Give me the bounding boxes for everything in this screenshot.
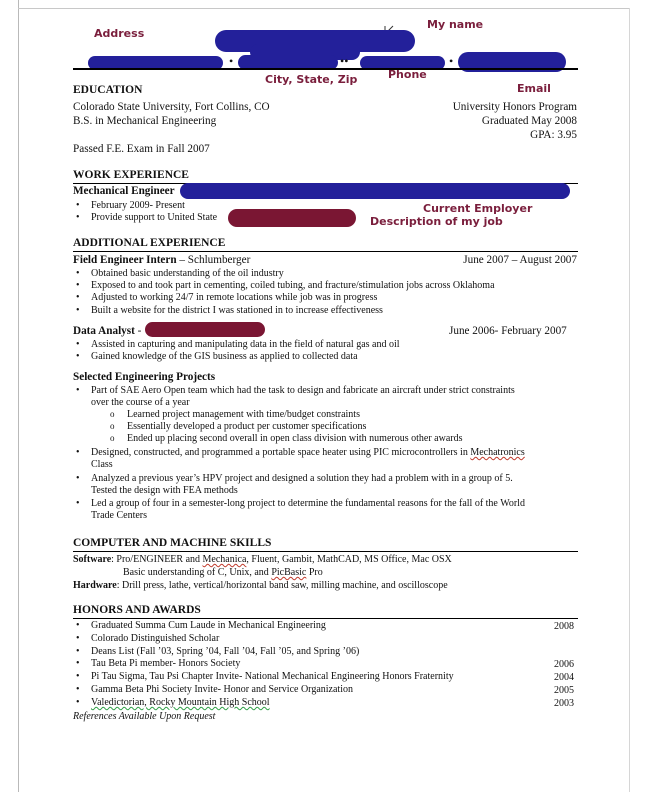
references-note: References Available Upon Request <box>73 711 216 722</box>
software-line <box>73 553 452 566</box>
bullet: • <box>76 473 80 484</box>
software-text: , Fluent, Gambit, MathCAD, MS Office, Mac OSX <box>246 554 452 565</box>
work-heading: WORK EXPERIENCE <box>73 169 189 181</box>
projects-heading: Selected Engineering Projects <box>73 371 216 383</box>
hardware-line <box>73 579 448 592</box>
job1-title: Field Engineer Intern <box>73 254 177 266</box>
project2-line2: Class <box>91 459 113 470</box>
page-right-edge <box>629 8 630 792</box>
job2-title-line <box>73 325 141 338</box>
bullet: • <box>76 684 80 695</box>
circle-bullet: o <box>110 421 115 431</box>
work-bullet: Provide support to United State <box>91 212 218 223</box>
honor-item: Gamma Beta Phi Society Invite- Honor and Service Organization <box>91 684 353 695</box>
software-spellcheck-word: Mechanica <box>202 554 247 565</box>
page-top-edge <box>18 8 630 9</box>
project3-line1: Analyzed a previous year’s HPV project and designed a solution they had a problem with in a group of 5. <box>91 473 513 484</box>
job1-company: – Schlumberger <box>179 254 251 266</box>
software2-spellcheck-word: PicBasic <box>271 567 307 578</box>
work-title: Mechanical Engineer <box>73 185 175 197</box>
project2-line1 <box>91 447 525 460</box>
separator-dot: • <box>449 54 454 68</box>
degree: B.S. in Mechanical Engineering <box>73 115 217 127</box>
redacted-employer <box>180 183 570 199</box>
separator-dot: • <box>229 54 234 68</box>
header-rule <box>73 68 578 70</box>
job1-dates: June 2007 – August 2007 <box>463 254 577 266</box>
current-employer-annotation: Current Employer <box>423 202 533 215</box>
description-annotation: Description of my job <box>370 215 503 228</box>
honor-year: 2008 <box>554 621 574 632</box>
software2-text: Pro <box>306 567 323 578</box>
project1-line1: Part of SAE Aero Open team which had the task to design and fabricate an aircraft under strict constraints <box>91 385 515 396</box>
bullet: • <box>76 498 80 509</box>
separator-dot: •• <box>340 54 349 68</box>
job1-bullet: Adjusted to working 24/7 in remote locations while job was in progress <box>91 292 378 303</box>
software-line-2 <box>123 566 323 579</box>
honors-heading: HONORS AND AWARDS <box>73 604 201 616</box>
software2-text: Basic understanding of C, Unix, and <box>123 567 272 578</box>
bullet: • <box>76 633 80 644</box>
bullet: • <box>76 305 80 316</box>
bullet: • <box>76 339 80 350</box>
school-name: Colorado State University, Fort Collins, CO <box>73 101 270 113</box>
project2-spellcheck-word: Mechatronics <box>470 447 525 458</box>
hardware-text: : Drill press, lathe, vertical/horizontal band saw, milling machine, and oscilloscope <box>116 580 448 591</box>
phone-annotation: Phone <box>388 68 427 81</box>
education-heading: EDUCATION <box>73 84 143 96</box>
bullet: • <box>76 268 80 279</box>
circle-bullet: o <box>110 433 115 443</box>
bullet: • <box>76 280 80 291</box>
gpa: GPA: 3.95 <box>530 129 577 141</box>
honor-item: Graduated Summa Cum Laude in Mechanical Engineering <box>91 620 326 631</box>
honor-year: 2004 <box>554 672 574 683</box>
bullet: • <box>76 385 80 396</box>
job1-bullet: Obtained basic understanding of the oil industry <box>91 268 284 279</box>
page-left-edge <box>18 0 19 792</box>
job1-bullet: Exposed to and took part in cementing, coiled tubing, and fracture/stimulation jobs across Oklahoma <box>91 280 495 291</box>
bullet: • <box>76 351 80 362</box>
honor-year: 2006 <box>554 659 574 670</box>
bullet: • <box>76 646 80 657</box>
redacted-company <box>145 322 265 337</box>
project4-line2: Trade Centers <box>91 510 148 521</box>
additional-heading: ADDITIONAL EXPERIENCE <box>73 237 226 249</box>
project1-sub: Essentially developed a product per customer specifications <box>127 421 367 432</box>
job2-dates: June 2006- February 2007 <box>449 325 567 337</box>
job2-title: Data Analyst <box>73 325 135 337</box>
bullet: • <box>76 620 80 631</box>
bullet: • <box>76 697 80 708</box>
job1-bullet: Built a website for the district I was stationed in to increase effectiveness <box>91 305 383 316</box>
hardware-label: Hardware <box>73 580 117 591</box>
honors-program: University Honors Program <box>452 101 577 113</box>
project3-line2: Tested the design with FEA methods <box>91 485 238 496</box>
honor-item: Tau Beta Pi member- Honors Society <box>91 658 241 669</box>
software-text: : Pro/ENGINEER and <box>111 554 203 565</box>
software-label: Software <box>73 554 112 565</box>
honor-year: 2003 <box>554 698 574 709</box>
honor-year: 2005 <box>554 685 574 696</box>
project2-text: Designed, constructed, and programmed a portable space heater using PIC microcontrollers in <box>91 447 471 458</box>
graduation-date: Graduated May 2008 <box>481 115 577 127</box>
honors-rule <box>73 618 578 619</box>
redacted-job-description <box>228 209 356 227</box>
fe-exam: Passed F.E. Exam in Fall 2007 <box>73 143 210 155</box>
skills-heading: COMPUTER AND MACHINE SKILLS <box>73 537 272 549</box>
bullet: • <box>76 658 80 669</box>
address-annotation: Address <box>94 27 145 40</box>
job2-bullet: Gained knowledge of the GIS business as applied to collected data <box>91 351 358 362</box>
bullet: • <box>76 212 80 223</box>
honor-item: Valedictorian, Rocky Mountain High School <box>91 697 270 708</box>
project1-sub: Ended up placing second overall in open class division with numerous other awards <box>127 433 463 444</box>
email-annotation: Email <box>517 82 551 95</box>
skills-rule <box>73 551 578 552</box>
circle-bullet: o <box>110 409 115 419</box>
name-annotation: My name <box>427 18 484 31</box>
bullet: • <box>76 447 80 458</box>
honor-item: Pi Tau Sigma, Tau Psi Chapter Invite- National Mechanical Engineering Honors Fraternity <box>91 671 454 682</box>
job1-title-line <box>73 254 250 267</box>
additional-rule <box>73 251 578 252</box>
bullet: • <box>76 292 80 303</box>
project4-line1: Led a group of four in a semester-long project to determine the fundamental reasons for the fall of the World <box>91 498 525 509</box>
city-state-zip-annotation: City, State, Zip <box>265 73 358 86</box>
honor-item: Deans List (Fall ’03, Spring ’04, Fall ’04, Fall ’05, and Spring ’06) <box>91 646 360 657</box>
work-bullet: February 2009- Present <box>91 200 185 211</box>
job2-bullet: Assisted in capturing and manipulating data in the field of natural gas and oil <box>91 339 400 350</box>
bullet: • <box>76 671 80 682</box>
bullet: • <box>76 200 80 211</box>
job2-dash: - <box>137 325 142 337</box>
project1-sub: Learned project management with time/budget constraints <box>127 409 360 420</box>
honor-item: Colorado Distinguished Scholar <box>91 633 220 644</box>
project1-line2: over the course of a year <box>91 397 190 408</box>
